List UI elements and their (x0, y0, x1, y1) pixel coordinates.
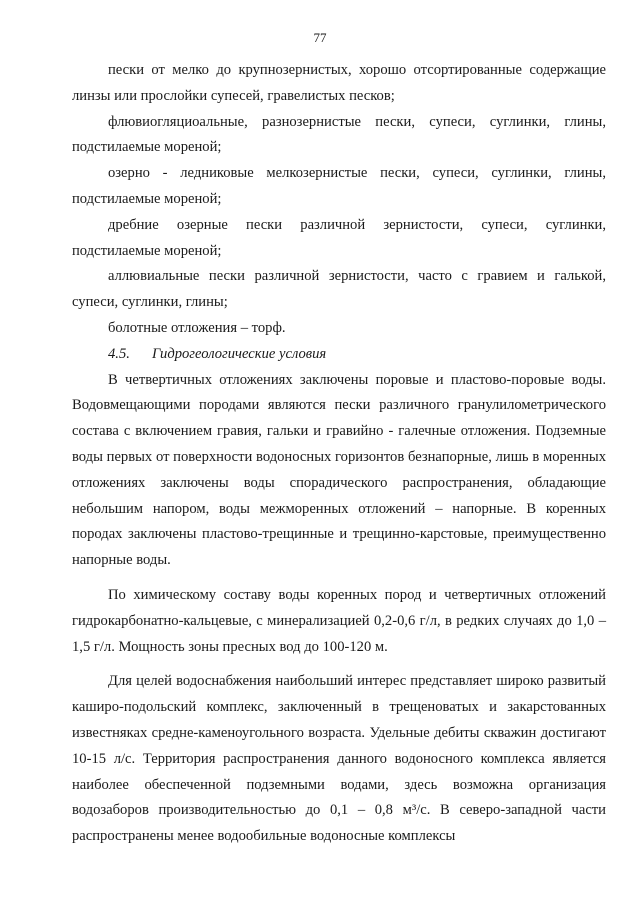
list-item: озерно - ледниковые мелкозернистые пески, супеси, суглинки, глины, подстилаемые мореной; (72, 165, 606, 207)
list-item: аллювиальные пески различной зернистости, часто с гравием и галькой, супеси, суглинки, глины; (72, 268, 606, 311)
section-title: Гидрогеологические условия (152, 345, 327, 362)
document-body (72, 58, 606, 850)
list-item: пески от мелко до крупнозернистых, хорошо отсортированные содержащие линзы или прослойки супесей, гравелистых песков; (72, 62, 606, 104)
list-item: флювиогляциоальные, разнозернистые пески, супеси, суглинки, глины, подстилаемые мореной; (72, 113, 606, 156)
paragraph: Для целей водоснабжения наибольший интерес представляет широко развитый каширо-подольский комплекс, заключенный в трещеноватых и закарстованных известняках средне-каменоугольного возраста. Удельные дебиты скважин достигают 10-15 л/с. Территория распространения данного водоносного комплекса является наиболее обеспеченной подземными водами, здесь возможна организация водозаборов производительностью до 0,1 – 0,8 м³/с. В северо-западной части распространены менее водообильные водоносные комплексы (72, 673, 606, 845)
list-item: дребние озерные пески различной зернистости, супеси, суглинки, подстилаемые мореной; (72, 216, 606, 259)
paragraph: В четвертичных отложениях заключены поровые и пластово-поровые воды. Водовмещающими породами являются пески различного гранулилометрического состава с включением гравия, гальки и гравийно - галечные отложения. Подземные воды первых от поверхности водоносных горизонтов безнапорные, лишь в моренных отложениях заключены воды спорадического распространения, обладающие небольшим напором, воды межморенных отложений – напорные. В коренных породах заключены пластово-трещинные и трещинно-карстовые, преимущественно напорные воды. (72, 371, 606, 569)
section-number: 4.5. (108, 345, 130, 362)
page-number: 77 (313, 30, 327, 45)
paragraph: По химическому составу воды коренных пород и четвертичных отложений гидрокарбонатно-кальцевые, с минерализацией 0,2-0,6 г/л, в редких случаях до 1,0 – 1,5 г/л. Мощность зоны пресных вод до 100-120 м. (72, 586, 606, 655)
section-heading (72, 342, 606, 368)
list-item: болотные отложения – торф. (108, 319, 286, 336)
